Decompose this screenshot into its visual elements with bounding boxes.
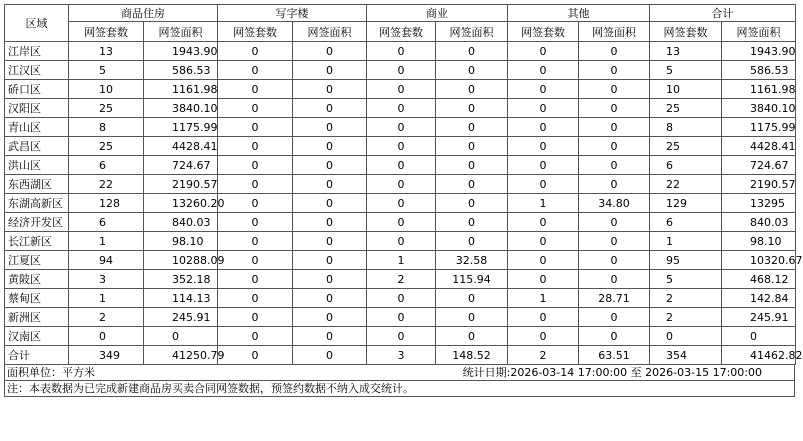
table-row bbox=[5, 80, 796, 99]
residential-area-cell: 13260.20 bbox=[144, 194, 218, 213]
office-area-cell: 0 bbox=[293, 346, 367, 365]
residential-area-cell: 41250.79 bbox=[144, 346, 218, 365]
table-row bbox=[5, 251, 796, 270]
total-count-cell: 5 bbox=[650, 270, 722, 289]
report-container bbox=[4, 4, 803, 397]
commercial-area-cell: 0 bbox=[436, 175, 508, 194]
commercial-count-cell: 0 bbox=[367, 118, 436, 137]
residential-area-cell: 1161.98 bbox=[144, 80, 218, 99]
district-name-cell: 硚口区 bbox=[5, 80, 69, 99]
total-count-cell: 22 bbox=[650, 175, 722, 194]
office-count-cell: 0 bbox=[218, 156, 293, 175]
other-count-cell: 2 bbox=[508, 346, 579, 365]
total-count-cell: 25 bbox=[650, 137, 722, 156]
sub-header-count: 网签套数 bbox=[508, 22, 579, 42]
total-count-cell: 95 bbox=[650, 251, 722, 270]
residential-count-cell: 6 bbox=[69, 156, 144, 175]
office-count-cell: 0 bbox=[218, 270, 293, 289]
sub-header-area: 网签面积 bbox=[722, 22, 796, 42]
other-count-cell: 0 bbox=[508, 175, 579, 194]
office-count-cell: 0 bbox=[218, 42, 293, 61]
table-row bbox=[5, 232, 796, 251]
residential-area-cell: 245.91 bbox=[144, 308, 218, 327]
other-count-cell: 1 bbox=[508, 194, 579, 213]
other-count-cell: 0 bbox=[508, 61, 579, 80]
other-count-cell: 0 bbox=[508, 213, 579, 232]
commercial-count-cell: 0 bbox=[367, 137, 436, 156]
commercial-count-cell: 0 bbox=[367, 80, 436, 99]
other-count-cell: 0 bbox=[508, 327, 579, 346]
table-row bbox=[5, 175, 796, 194]
commercial-area-cell: 0 bbox=[436, 61, 508, 80]
table-row bbox=[5, 99, 796, 118]
office-area-cell: 0 bbox=[293, 251, 367, 270]
office-area-cell: 0 bbox=[293, 118, 367, 137]
residential-area-cell: 1175.99 bbox=[144, 118, 218, 137]
table-row bbox=[5, 156, 796, 175]
residential-count-cell: 1 bbox=[69, 232, 144, 251]
group-header-commercial: 商业 bbox=[367, 5, 508, 22]
other-area-cell: 0 bbox=[579, 232, 650, 251]
total-area-cell: 1175.99 bbox=[722, 118, 796, 137]
residential-count-cell: 25 bbox=[69, 99, 144, 118]
office-area-cell: 0 bbox=[293, 80, 367, 99]
district-name-cell: 汉阳区 bbox=[5, 99, 69, 118]
table-row bbox=[5, 213, 796, 232]
commercial-area-cell: 115.94 bbox=[436, 270, 508, 289]
office-area-cell: 0 bbox=[293, 289, 367, 308]
office-area-cell: 0 bbox=[293, 194, 367, 213]
table-row bbox=[5, 42, 796, 61]
total-count-cell: 2 bbox=[650, 308, 722, 327]
group-header-other: 其他 bbox=[508, 5, 650, 22]
commercial-area-cell: 0 bbox=[436, 327, 508, 346]
commercial-count-cell: 0 bbox=[367, 99, 436, 118]
district-name-cell: 汉南区 bbox=[5, 327, 69, 346]
other-area-cell: 28.71 bbox=[579, 289, 650, 308]
residential-area-cell: 10288.09 bbox=[144, 251, 218, 270]
other-area-cell: 0 bbox=[579, 175, 650, 194]
total-count-cell: 0 bbox=[650, 327, 722, 346]
office-count-cell: 0 bbox=[218, 289, 293, 308]
office-count-cell: 0 bbox=[218, 327, 293, 346]
district-name-cell: 长江新区 bbox=[5, 232, 69, 251]
office-area-cell: 0 bbox=[293, 137, 367, 156]
office-count-cell: 0 bbox=[218, 346, 293, 365]
office-area-cell: 0 bbox=[293, 61, 367, 80]
sub-header-count: 网签套数 bbox=[367, 22, 436, 42]
district-name-cell: 洪山区 bbox=[5, 156, 69, 175]
table-row bbox=[5, 308, 796, 327]
residential-area-cell: 840.03 bbox=[144, 213, 218, 232]
office-count-cell: 0 bbox=[218, 80, 293, 99]
district-name-cell: 新洲区 bbox=[5, 308, 69, 327]
total-area-cell: 0 bbox=[722, 327, 796, 346]
office-area-cell: 0 bbox=[293, 99, 367, 118]
other-count-cell: 0 bbox=[508, 99, 579, 118]
sub-header-area: 网签面积 bbox=[293, 22, 367, 42]
district-name-cell: 合计 bbox=[5, 346, 69, 365]
commercial-count-cell: 0 bbox=[367, 156, 436, 175]
total-area-cell: 142.84 bbox=[722, 289, 796, 308]
other-area-cell: 0 bbox=[579, 308, 650, 327]
total-area-cell: 98.10 bbox=[722, 232, 796, 251]
office-count-cell: 0 bbox=[218, 308, 293, 327]
other-area-cell: 34.80 bbox=[579, 194, 650, 213]
district-name-cell: 经济开发区 bbox=[5, 213, 69, 232]
total-count-cell: 6 bbox=[650, 213, 722, 232]
table-row bbox=[5, 137, 796, 156]
total-area-cell: 41462.82 bbox=[722, 346, 796, 365]
residential-count-cell: 128 bbox=[69, 194, 144, 213]
other-area-cell: 0 bbox=[579, 99, 650, 118]
total-area-cell: 840.03 bbox=[722, 213, 796, 232]
total-count-cell: 5 bbox=[650, 61, 722, 80]
total-count-cell: 8 bbox=[650, 118, 722, 137]
table-row bbox=[5, 327, 796, 346]
residential-area-cell: 352.18 bbox=[144, 270, 218, 289]
district-name-cell: 江岸区 bbox=[5, 42, 69, 61]
commercial-area-cell: 32.58 bbox=[436, 251, 508, 270]
commercial-count-cell: 0 bbox=[367, 194, 436, 213]
residential-area-cell: 3840.10 bbox=[144, 99, 218, 118]
table-row bbox=[5, 61, 796, 80]
office-area-cell: 0 bbox=[293, 42, 367, 61]
residential-area-cell: 724.67 bbox=[144, 156, 218, 175]
commercial-count-cell: 0 bbox=[367, 232, 436, 251]
sub-header-area: 网签面积 bbox=[436, 22, 508, 42]
commercial-count-cell: 0 bbox=[367, 308, 436, 327]
commercial-count-cell: 1 bbox=[367, 251, 436, 270]
other-area-cell: 0 bbox=[579, 137, 650, 156]
commercial-count-cell: 3 bbox=[367, 346, 436, 365]
commercial-count-cell: 0 bbox=[367, 327, 436, 346]
total-count-cell: 2 bbox=[650, 289, 722, 308]
commercial-count-cell: 0 bbox=[367, 289, 436, 308]
residential-count-cell: 3 bbox=[69, 270, 144, 289]
other-count-cell: 0 bbox=[508, 80, 579, 99]
total-area-cell: 468.12 bbox=[722, 270, 796, 289]
total-area-cell: 586.53 bbox=[722, 61, 796, 80]
residential-count-cell: 349 bbox=[69, 346, 144, 365]
office-count-cell: 0 bbox=[218, 99, 293, 118]
residential-area-cell: 2190.57 bbox=[144, 175, 218, 194]
total-area-cell: 10320.67 bbox=[722, 251, 796, 270]
residential-count-cell: 5 bbox=[69, 61, 144, 80]
table-row bbox=[5, 289, 796, 308]
other-area-cell: 0 bbox=[579, 270, 650, 289]
sub-header-area: 网签面积 bbox=[579, 22, 650, 42]
other-area-cell: 0 bbox=[579, 327, 650, 346]
total-area-cell: 13295 bbox=[722, 194, 796, 213]
total-count-cell: 10 bbox=[650, 80, 722, 99]
sub-header-count: 网签套数 bbox=[69, 22, 144, 42]
total-area-cell: 2190.57 bbox=[722, 175, 796, 194]
other-area-cell: 0 bbox=[579, 118, 650, 137]
sub-header-count: 网签套数 bbox=[218, 22, 293, 42]
statistics-time: 统计日期:2026-03-14 17:00:00 至 2026-03-15 17:00:00 bbox=[462, 366, 762, 379]
office-area-cell: 0 bbox=[293, 175, 367, 194]
residential-count-cell: 2 bbox=[69, 308, 144, 327]
commercial-area-cell: 0 bbox=[436, 232, 508, 251]
district-name-cell: 东湖高新区 bbox=[5, 194, 69, 213]
region-header: 区域 bbox=[5, 5, 69, 42]
commercial-area-cell: 148.52 bbox=[436, 346, 508, 365]
other-area-cell: 0 bbox=[579, 156, 650, 175]
other-count-cell: 0 bbox=[508, 137, 579, 156]
other-area-cell: 0 bbox=[579, 213, 650, 232]
commercial-area-cell: 0 bbox=[436, 194, 508, 213]
total-count-cell: 25 bbox=[650, 99, 722, 118]
office-area-cell: 0 bbox=[293, 308, 367, 327]
residential-count-cell: 94 bbox=[69, 251, 144, 270]
group-header-total: 合计 bbox=[650, 5, 796, 22]
commercial-count-cell: 0 bbox=[367, 42, 436, 61]
residential-area-cell: 586.53 bbox=[144, 61, 218, 80]
total-count-cell: 6 bbox=[650, 156, 722, 175]
unit-row bbox=[4, 365, 795, 380]
commercial-area-cell: 0 bbox=[436, 156, 508, 175]
office-area-cell: 0 bbox=[293, 327, 367, 346]
other-area-cell: 0 bbox=[579, 42, 650, 61]
other-count-cell: 0 bbox=[508, 308, 579, 327]
residential-count-cell: 22 bbox=[69, 175, 144, 194]
residential-area-cell: 1943.90 bbox=[144, 42, 218, 61]
total-area-cell: 724.67 bbox=[722, 156, 796, 175]
table-row bbox=[5, 118, 796, 137]
office-area-cell: 0 bbox=[293, 270, 367, 289]
office-count-cell: 0 bbox=[218, 194, 293, 213]
commercial-area-cell: 0 bbox=[436, 80, 508, 99]
commercial-area-cell: 0 bbox=[436, 213, 508, 232]
office-count-cell: 0 bbox=[218, 251, 293, 270]
total-count-cell: 1 bbox=[650, 232, 722, 251]
other-count-cell: 0 bbox=[508, 251, 579, 270]
commercial-count-cell: 0 bbox=[367, 213, 436, 232]
district-name-cell: 武昌区 bbox=[5, 137, 69, 156]
table-header bbox=[5, 5, 796, 42]
commercial-area-cell: 0 bbox=[436, 42, 508, 61]
sales-table bbox=[4, 4, 803, 365]
total-area-cell: 1161.98 bbox=[722, 80, 796, 99]
other-area-cell: 63.51 bbox=[579, 346, 650, 365]
other-count-cell: 0 bbox=[508, 118, 579, 137]
group-header-office: 写字楼 bbox=[218, 5, 367, 22]
district-name-cell: 青山区 bbox=[5, 118, 69, 137]
table-row bbox=[5, 194, 796, 213]
commercial-area-cell: 0 bbox=[436, 308, 508, 327]
footnote: 注：本表数据为已完成新建商品房买卖合同网签数据，预签约数据不纳入成交统计。 bbox=[4, 380, 795, 397]
district-name-cell: 黄陂区 bbox=[5, 270, 69, 289]
other-area-cell: 0 bbox=[579, 61, 650, 80]
area-unit-label: 面积单位：平方米 bbox=[7, 366, 95, 379]
commercial-area-cell: 0 bbox=[436, 99, 508, 118]
other-count-cell: 1 bbox=[508, 289, 579, 308]
residential-count-cell: 1 bbox=[69, 289, 144, 308]
total-area-cell: 1943.90 bbox=[722, 42, 796, 61]
other-count-cell: 0 bbox=[508, 232, 579, 251]
total-area-cell: 4428.41 bbox=[722, 137, 796, 156]
residential-count-cell: 8 bbox=[69, 118, 144, 137]
district-name-cell: 东西湖区 bbox=[5, 175, 69, 194]
total-row bbox=[5, 346, 796, 365]
office-count-cell: 0 bbox=[218, 232, 293, 251]
office-count-cell: 0 bbox=[218, 137, 293, 156]
group-header-residential: 商品住房 bbox=[69, 5, 218, 22]
office-area-cell: 0 bbox=[293, 156, 367, 175]
total-area-cell: 3840.10 bbox=[722, 99, 796, 118]
residential-count-cell: 10 bbox=[69, 80, 144, 99]
table-body bbox=[5, 42, 803, 365]
other-count-cell: 0 bbox=[508, 156, 579, 175]
commercial-count-cell: 0 bbox=[367, 61, 436, 80]
commercial-area-cell: 0 bbox=[436, 137, 508, 156]
office-count-cell: 0 bbox=[218, 175, 293, 194]
residential-area-cell: 0 bbox=[144, 327, 218, 346]
office-area-cell: 0 bbox=[293, 232, 367, 251]
residential-count-cell: 0 bbox=[69, 327, 144, 346]
sub-header-area: 网签面积 bbox=[144, 22, 218, 42]
total-count-cell: 129 bbox=[650, 194, 722, 213]
total-area-cell: 245.91 bbox=[722, 308, 796, 327]
residential-area-cell: 4428.41 bbox=[144, 137, 218, 156]
district-name-cell: 江汉区 bbox=[5, 61, 69, 80]
district-name-cell: 蔡甸区 bbox=[5, 289, 69, 308]
office-count-cell: 0 bbox=[218, 61, 293, 80]
other-count-cell: 0 bbox=[508, 42, 579, 61]
total-count-cell: 13 bbox=[650, 42, 722, 61]
residential-count-cell: 13 bbox=[69, 42, 144, 61]
residential-count-cell: 25 bbox=[69, 137, 144, 156]
commercial-area-cell: 0 bbox=[436, 118, 508, 137]
residential-area-cell: 114.13 bbox=[144, 289, 218, 308]
commercial-count-cell: 0 bbox=[367, 175, 436, 194]
other-count-cell: 0 bbox=[508, 270, 579, 289]
total-count-cell: 354 bbox=[650, 346, 722, 365]
office-count-cell: 0 bbox=[218, 213, 293, 232]
commercial-area-cell: 0 bbox=[436, 289, 508, 308]
residential-count-cell: 6 bbox=[69, 213, 144, 232]
other-area-cell: 0 bbox=[579, 80, 650, 99]
office-area-cell: 0 bbox=[293, 213, 367, 232]
sub-header-count: 网签套数 bbox=[650, 22, 722, 42]
district-name-cell: 江夏区 bbox=[5, 251, 69, 270]
office-count-cell: 0 bbox=[218, 118, 293, 137]
table-row bbox=[5, 270, 796, 289]
commercial-count-cell: 2 bbox=[367, 270, 436, 289]
other-area-cell: 0 bbox=[579, 251, 650, 270]
residential-area-cell: 98.10 bbox=[144, 232, 218, 251]
